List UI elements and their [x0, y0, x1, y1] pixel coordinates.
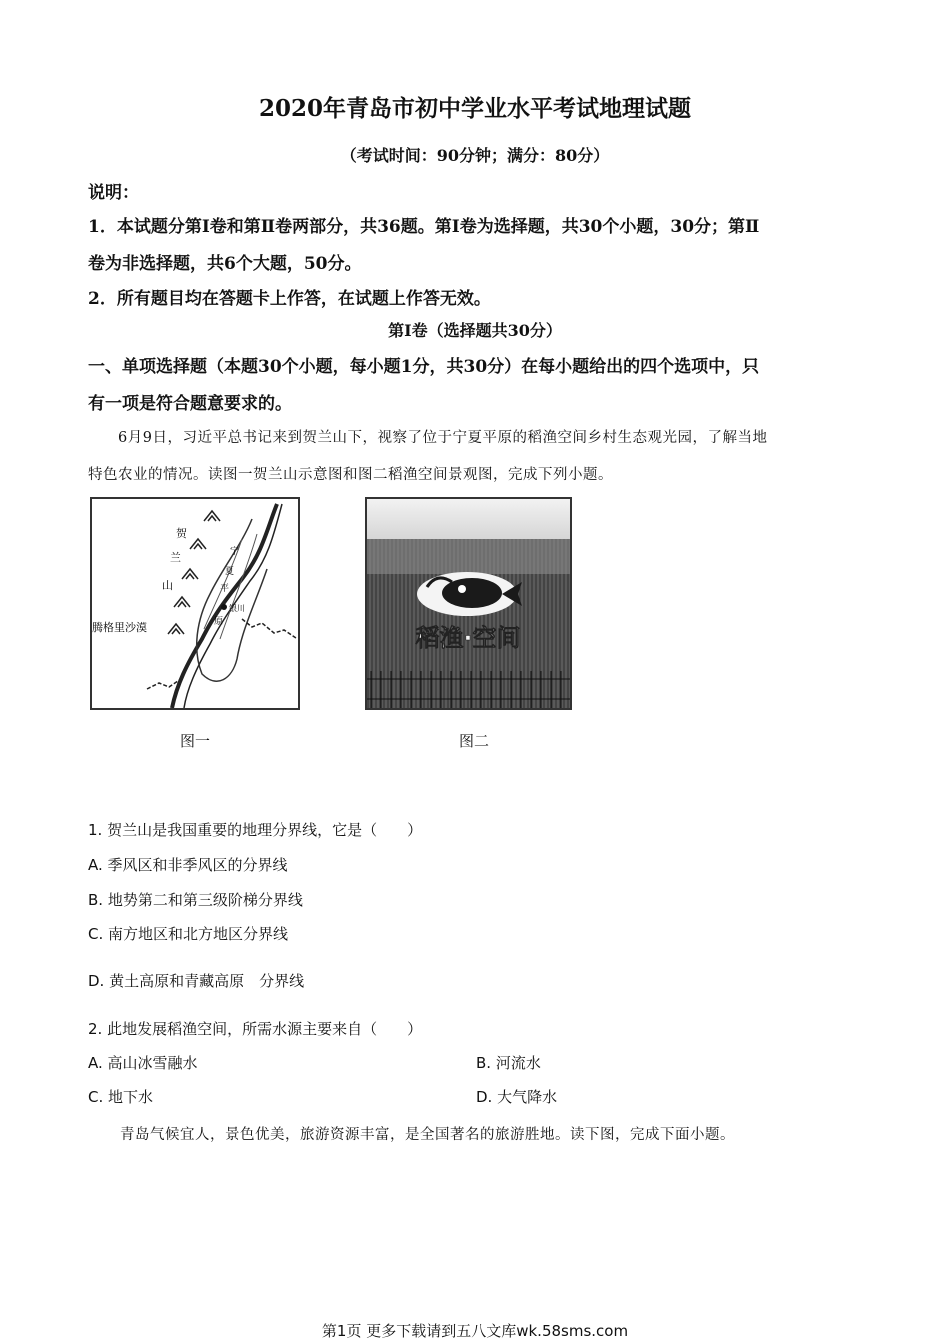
figure-2-photo: [365, 497, 572, 710]
figure-1-map: [90, 497, 300, 710]
question-1-option-d: D. 黄土高原和青藏高原 分界线: [88, 972, 305, 990]
label-lan: 兰: [170, 551, 181, 564]
note-2: 2．所有题目均在答题卡上作答，在试题上作答无效。: [88, 289, 491, 309]
label-yinchuan: 银川: [229, 604, 245, 613]
passage-2: 青岛气候宜人，景色优美，旅游资源丰富，是全国著名的旅游胜地。读下图，完成下面小题。: [120, 1127, 735, 1143]
label-he: 贺: [176, 527, 187, 540]
page-footer: 第1页 更多下载请到五八文库wk.58sms.com: [321, 1322, 629, 1340]
rice-fish-landscape: [367, 499, 570, 708]
note-1a: 1．本试题分第Ⅰ卷和第Ⅱ卷两部分，共36题。第Ⅰ卷为选择题，共30个小题，30分；第Ⅱ: [88, 217, 760, 237]
label-ping: 平: [220, 584, 230, 594]
question-2-option-b: B. 河流水: [476, 1054, 541, 1072]
section-instruction-b: 有一项是符合题意要求的。: [88, 394, 292, 414]
passage-1-line-b: 特色农业的情况。读图一贺兰山示意图和图二稻渔空间景观图，完成下列小题。: [88, 467, 613, 483]
label-xia: 夏: [225, 567, 235, 577]
label-shan: 山: [162, 579, 173, 592]
figure-1-caption: 图一: [180, 732, 211, 750]
question-1-stem: 1. 贺兰山是我国重要的地理分界线，它是（ ）: [88, 821, 423, 839]
label-desert: 腾格里沙漠: [92, 621, 147, 634]
yinchuan-city-marker: [221, 604, 227, 610]
exam-info: （考试时间：90分钟；满分：80分）: [340, 146, 610, 165]
question-1-option-c: C. 南方地区和北方地区分界线: [88, 925, 289, 943]
banner-text: 稻渔·空间: [415, 624, 521, 652]
notes-heading: 说明：: [88, 183, 139, 203]
passage-1-line-a: 6月9日，习近平总书记来到贺兰山下，视察了位于宁夏平原的稻渔空间乡村生态观光园，了解当地: [118, 430, 768, 446]
note-1b: 卷为非选择题，共6个大题，50分。: [88, 254, 362, 274]
page-title: 2020年青岛市初中学业水平考试地理试题: [258, 95, 691, 122]
section-title: 第Ⅰ卷（选择题共30分）: [388, 321, 562, 340]
question-2-stem: 2. 此地发展稻渔空间，所需水源主要来自（ ）: [88, 1020, 423, 1038]
section-instruction-a: 一、单项选择题（本题30个小题，每小题1分，共30分）在每小题给出的四个选项中，只: [88, 357, 760, 377]
question-1-option-a: A. 季风区和非季风区的分界线: [88, 856, 288, 874]
label-ning: 宁: [230, 547, 240, 557]
question-2-option-a: A. 高山冰雪融水: [88, 1054, 198, 1072]
question-2-option-c: C. 地下水: [88, 1088, 154, 1106]
figure-2-caption: 图二: [459, 732, 490, 750]
label-yuan: 原: [214, 617, 224, 627]
question-1-option-b: B. 地势第二和第三级阶梯分界线: [88, 891, 303, 909]
helan-mountain-map: [92, 499, 298, 708]
question-2-option-d: D. 大气降水: [476, 1088, 558, 1106]
